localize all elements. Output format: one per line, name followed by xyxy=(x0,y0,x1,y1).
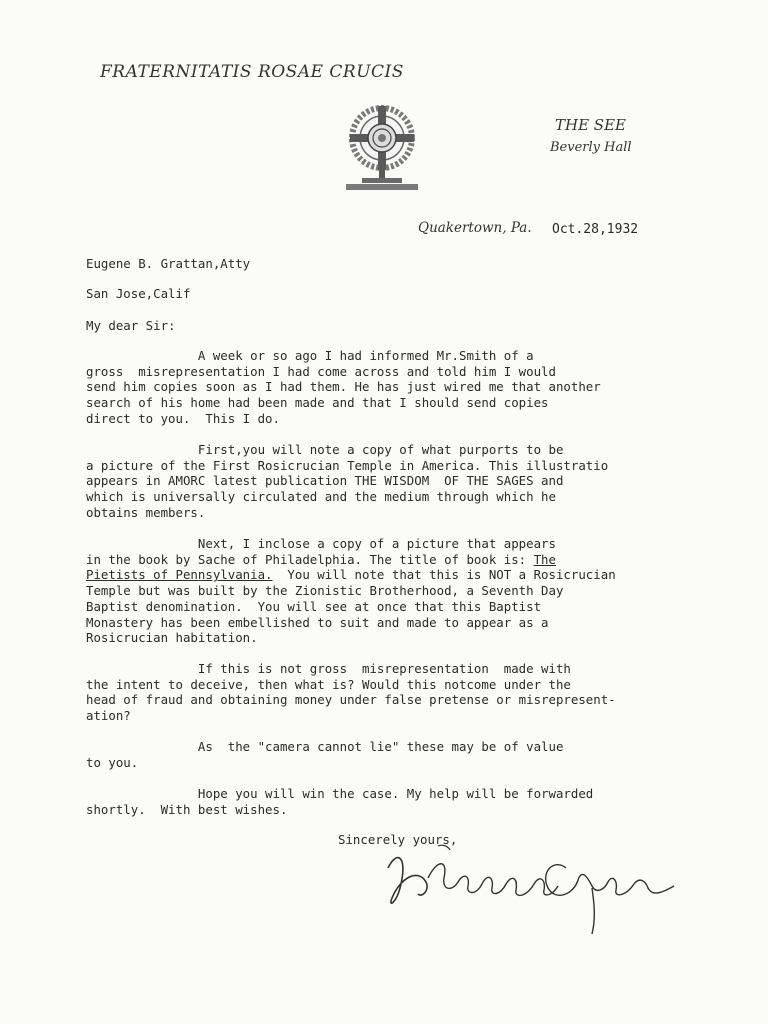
letterhead-see: THE SEE xyxy=(555,116,626,134)
book-title-part-2: Pietists of Pennsylvania. xyxy=(86,567,273,583)
paragraph-6: Hope you will win the case. My help will be forwarded shortly. With best wishes. xyxy=(86,786,594,817)
letter-date: Oct.28,1932 xyxy=(552,222,639,237)
letterhead-organization: FRATERNITATIS ROSAE CRUCIS xyxy=(100,62,404,82)
paragraph-3-rest: Temple but was built by the Zionistic Brotherhood, a Seventh Day Baptist denomination. You will see at once that this Baptist Monastery has been embellished to suit and made to appear as a Rosicrucian habitation. xyxy=(86,583,564,646)
closing: Sincerely yours, xyxy=(338,832,458,847)
paragraph-2: First,you will note a copy of what purports to be a picture of the First Rosicrucian Temple in America. This illustratio appears in AMORC latest publication THE WISDOM OF THE SAGES and which is universally circulated and the medium through which he obtains members. xyxy=(86,442,609,520)
paragraph-4: If this is not gross misrepresentation made with the intent to deceive, then what is? Would this notcome under the head of fraud and obtaining money under false pretense or misrepresent- ation? xyxy=(86,661,616,724)
paragraph-3-line-2: in the book by Sache of Philadelphia. The title of book is: xyxy=(86,551,534,567)
book-title-part-1: The xyxy=(533,551,556,567)
recipient-location: San Jose,Calif xyxy=(86,286,191,301)
paragraph-1: A week or so ago I had informed Mr.Smith of a gross misrepresentation I had come across and told him I would send him copies soon as I had them. He has just wired me that another search of his home had been made and that I should send copies direct to you. This I do. xyxy=(86,348,601,426)
salutation: My dear Sir: xyxy=(86,318,176,333)
letterhead-place: Quakertown, Pa. xyxy=(418,220,532,236)
paragraph-3 xyxy=(86,536,746,646)
paragraph-3-line-1: Next, I inclose a copy of a picture that appears xyxy=(86,536,556,551)
paragraph-5: As the "camera cannot lie" these may be of value to you. xyxy=(86,739,564,770)
rose-cross-emblem-icon xyxy=(340,102,430,196)
recipient-name: Eugene B. Grattan,Atty xyxy=(86,256,251,271)
handwritten-signature xyxy=(378,838,688,938)
paragraph-3-line-3: You will note that this is NOT a Rosicrucian xyxy=(272,567,616,583)
letterhead-hall: Beverly Hall xyxy=(550,140,632,155)
